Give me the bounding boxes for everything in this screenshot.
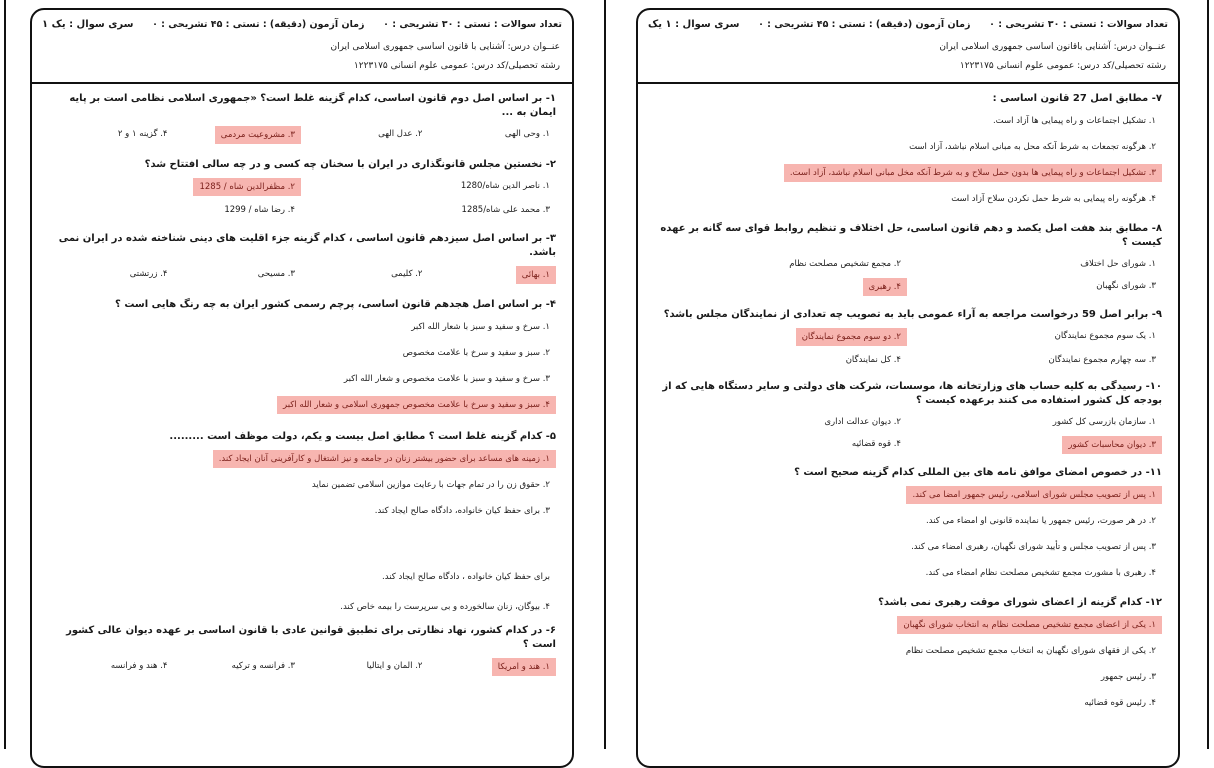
- option-cell: [907, 352, 1162, 368]
- question-count: تعداد سوالات : تستی : ۳۰ تشریحی : ۰: [989, 18, 1168, 30]
- series-label: سری سوال : ۱ یک: [648, 18, 740, 30]
- option-cell: [174, 658, 302, 676]
- answer-option-highlighted[interactable]: ۱. یکی از اعضای مجمع تشخیص مصلحت نظام به انتخاب شورای نگهبان: [897, 616, 1162, 634]
- answer-option[interactable]: ۲. هرگونه تجمعات به شرط آنکه محل به مبانی اسلام نباشد، آزاد است: [909, 142, 1156, 152]
- question-item: [46, 158, 556, 224]
- question-item: [652, 92, 1162, 216]
- page-divider-left: [4, 0, 6, 749]
- question-text: ۱۲- کدام گزینه از اعضای شورای موقت رهبری نمی باشد؟: [878, 597, 1162, 608]
- option-cell: [46, 202, 301, 218]
- option-cell: [46, 266, 174, 284]
- questions-list: [32, 84, 572, 682]
- option-cell: [429, 266, 557, 284]
- option-cell: [301, 126, 429, 144]
- answer-option[interactable]: ۱. سرخ و سفید و سبز با شعار الله اکبر: [411, 322, 550, 332]
- answer-option[interactable]: ۲. المان و ایتالیا: [366, 661, 423, 671]
- option-cell: [301, 202, 556, 218]
- answer-option[interactable]: ۲. یکی از فقهای شورای نگهبان به انتخاب مجمع تشخیص مصلحت نظام: [905, 646, 1156, 656]
- answer-option[interactable]: ۳. مسیحی: [257, 269, 295, 279]
- question-text: ۵- کدام گزینه غلط است ؟ مطابق اصل بیست و یکم، دولت موظف است .........: [169, 431, 556, 442]
- option-cell: [652, 256, 907, 272]
- field-code: رشته تحصیلی/کد درس: عمومی علوم انسانی ۱۲۲۳۱۷۵: [959, 61, 1166, 71]
- question-item: [652, 308, 1162, 374]
- question-item: [46, 232, 556, 290]
- option-cell: [429, 658, 557, 676]
- course-title: عنــوان درس: آشنایی با قانون اساسی جمهوری اسلامی ایران: [330, 42, 560, 52]
- option-cell: [174, 126, 302, 144]
- page-divider-center: [604, 0, 606, 749]
- answer-option[interactable]: ۳. برای حفظ کیان خانواده، دادگاه صالح ایجاد کند.: [374, 506, 550, 516]
- option-cell: [46, 178, 301, 196]
- answer-option[interactable]: ۱. سازمان بازرسی کل کشور: [1052, 417, 1156, 427]
- option-cell: [301, 658, 429, 676]
- question-text: ۴- بر اساس اصل هجدهم قانون اساسی، پرچم رسمی کشور ایران به چه رنگ هایی است ؟: [115, 299, 556, 310]
- answer-option[interactable]: ۱. ناصر الدین شاه/1280: [460, 181, 550, 191]
- answer-option[interactable]: ۱. وحی الهی: [504, 129, 550, 139]
- option-cell: [429, 126, 557, 144]
- answer-options: [46, 126, 556, 150]
- question-text: ۷- مطابق اصل 27 قانون اساسی :: [992, 93, 1162, 104]
- exam-time: زمان آزمون (دقیقه) : تستی : ۴۵ تشریحی : ۰: [152, 18, 365, 30]
- question-text: ۱۰- رسیدگی به کلیه حساب های وزارتخانه ها، موسسات، شرکت های دولتی و سایر دستگاه هایی که از بودجه کل کشور استفاده می کنند برعهده کیست ؟: [662, 381, 1162, 406]
- option-cell: [652, 328, 907, 346]
- answer-option-highlighted[interactable]: ۳. دیوان محاسبات کشور: [1062, 436, 1162, 454]
- option-cell: [907, 256, 1162, 272]
- option-cell: [301, 266, 429, 284]
- extra-line: ۴. بیوگان، زنان سالخورده و بی سرپرست را بیمه خاص کند.: [340, 602, 550, 612]
- answer-options: [652, 414, 1162, 460]
- answer-option-highlighted[interactable]: ۳. مشروعیت مردمی: [215, 126, 301, 144]
- question-count: تعداد سوالات : تستی : ۳۰ تشریحی : ۰: [383, 18, 562, 30]
- question-item: [46, 430, 556, 616]
- exam-time: زمان آزمون (دقیقه) : تستی : ۴۵ تشریحی : ۰: [758, 18, 971, 30]
- answer-option[interactable]: ۱. تشکیل اجتماعات و راه پیمایی ها آزاد است.: [992, 116, 1156, 126]
- option-cell: [301, 178, 556, 196]
- question-text: ۶- در کدام کشور، نهاد نظارتی برای تطبیق قوانین عادی با قانون اساسی بر عهده دیوان عالی کشور است ؟: [66, 625, 556, 650]
- answer-options: [652, 112, 1162, 216]
- extra-line: برای حفظ کیان خانواده ، دادگاه صالح ایجاد کند.: [382, 572, 550, 582]
- question-item: [652, 222, 1162, 302]
- question-item: [46, 624, 556, 682]
- answer-options: [46, 178, 556, 224]
- answer-option[interactable]: ۳. محمد علی شاه/1285: [461, 205, 550, 215]
- option-cell: [174, 266, 302, 284]
- field-code: رشته تحصیلی/کد درس: عمومی علوم انسانی ۱۲۲۳۱۷۵: [353, 61, 560, 71]
- answer-option[interactable]: ۳. رئیس جمهور: [1100, 672, 1156, 682]
- answer-options: [652, 328, 1162, 374]
- question-text: ۱- بر اساس اصل دوم قانون اساسی، کدام گزینه غلط است؟ «جمهوری اسلامی نظامی است بر پایه ایمان به ...: [69, 93, 556, 118]
- answer-option[interactable]: ۳. سه چهارم مجموع نمایندگان: [1048, 355, 1156, 365]
- exam-header: [638, 10, 1178, 84]
- questions-list: [638, 84, 1178, 720]
- answer-option-highlighted[interactable]: ۱. بهائی: [516, 266, 556, 284]
- option-cell: [907, 328, 1162, 346]
- answer-option[interactable]: ۴. رهبری با مشورت مجمع تشخیص مصلحت نظام امضاء می کند.: [925, 568, 1156, 578]
- answer-option-highlighted[interactable]: ۴. سبز و سفید و سرخ با علامت مخصوص جمهوری اسلامی و شعار الله اکبر: [277, 396, 556, 414]
- option-cell: [907, 278, 1162, 296]
- option-cell: [46, 658, 174, 676]
- answer-option[interactable]: ۴. رضا شاه / 1299: [224, 205, 295, 215]
- question-text: ۳- بر اساس اصل سیزدهم قانون اساسی ، کدام گزینه جزء اقلیت های دینی شناخته شده در ایران نمی باشد.: [58, 233, 556, 258]
- answer-option-highlighted[interactable]: ۳. تشکیل اجتماعات و راه پیمایی ها بدون حمل سلاح و به شرط آنکه مخل مبانی اسلام نباشد، آزاد است.: [784, 164, 1162, 182]
- option-cell: [652, 414, 907, 430]
- option-cell: [907, 414, 1162, 430]
- answer-options: [652, 616, 1162, 720]
- answer-option[interactable]: ۴. هرگونه راه پیمایی به شرط حمل نکردن سلاح آزاد است: [951, 194, 1156, 204]
- answer-option[interactable]: ۳. شورای نگهبان: [1096, 281, 1156, 291]
- answer-options: [652, 486, 1162, 590]
- answer-option-highlighted[interactable]: ۲. مظفرالدین شاه / 1285: [193, 178, 301, 196]
- page-divider-right: [1207, 0, 1209, 749]
- exam-page-right: [636, 8, 1180, 768]
- option-cell: [652, 278, 907, 296]
- answer-options: [46, 450, 556, 528]
- option-cell: [652, 352, 907, 368]
- answer-option[interactable]: ۳. پس از تصویب مجلس و تأیید شورای نگهبان، رهبری امضاء می کند.: [911, 542, 1156, 552]
- answer-option[interactable]: ۳. فرانسه و ترکیه: [231, 661, 295, 671]
- answer-option[interactable]: ۲. در هر صورت، رئیس جمهور یا نماینده قانونی او امضاء می کند.: [926, 516, 1156, 526]
- question-text: ۸- مطابق بند هفت اصل یکصد و دهم قانون اساسی، حل اختلاف و تنظیم روابط قوای سه گانه بر عهده کیست ؟: [660, 223, 1162, 248]
- answer-option[interactable]: ۲. سبز و سفید و سرخ با علامت مخصوص: [402, 348, 550, 358]
- question-item: [652, 596, 1162, 720]
- answer-option[interactable]: ۳. سرخ و سفید و سبز با علامت مخصوص و شعار الله اکبر: [343, 374, 550, 384]
- answer-option[interactable]: ۱. شورای حل اختلاف: [1080, 259, 1156, 269]
- answer-options: [46, 318, 556, 422]
- course-title: عنــوان درس: آشنایی باقانون اساسی جمهوری اسلامی ایران: [939, 42, 1166, 52]
- option-cell: [907, 436, 1162, 454]
- answer-option-highlighted[interactable]: ۲. دو سوم مجموع نمایندگان: [796, 328, 907, 346]
- answer-options: [46, 266, 556, 290]
- answer-option[interactable]: ۴. قوه قضائیه: [851, 439, 901, 449]
- question-item: [46, 92, 556, 150]
- answer-option[interactable]: ۴. کل نمایندگان: [845, 355, 901, 365]
- answer-option[interactable]: ۴. گزینه ۱ و ۲: [117, 129, 168, 139]
- answer-option[interactable]: ۴. هند و فرانسه: [110, 661, 168, 671]
- answer-option[interactable]: ۲. حقوق زن را در تمام جهات با رعایت موازین اسلامی تضمین نماید: [311, 480, 550, 490]
- answer-options: [652, 256, 1162, 302]
- option-cell: [652, 436, 907, 454]
- answer-option-highlighted[interactable]: ۱. پس از تصویب مجلس شورای اسلامی، رئیس جمهور امضا می کند.: [906, 486, 1162, 504]
- answer-option[interactable]: ۲. عدل الهی: [378, 129, 423, 139]
- option-cell: [46, 126, 174, 144]
- answer-option-highlighted[interactable]: ۱. هند و امریکا: [492, 658, 556, 676]
- answer-option[interactable]: ۲. مجمع تشخیص مصلحت نظام: [789, 259, 901, 269]
- answer-option[interactable]: ۱. یک سوم مجموع نمایندگان: [1054, 331, 1156, 341]
- exam-header: [32, 10, 572, 84]
- question-item: [46, 298, 556, 422]
- series-label: سری سوال : یک ۱: [42, 18, 134, 30]
- answer-option[interactable]: ۴. رئیس قوه قضائیه: [1084, 698, 1156, 708]
- exam-page-left: [30, 8, 574, 768]
- question-item: [652, 380, 1162, 460]
- answer-option[interactable]: ۴. زرتشتی: [129, 269, 168, 279]
- question-item: [652, 466, 1162, 590]
- answer-option-highlighted[interactable]: ۴. رهبری: [863, 278, 907, 296]
- answer-option-highlighted[interactable]: ۱. زمینه های مساعد برای حضور بیشتر زنان در جامعه و نیز اشتغال و کارآفرینی آنان ایجاد کند.: [213, 450, 556, 468]
- answer-option[interactable]: ۲. دیوان عدالت اداری: [824, 417, 901, 427]
- answer-options: [46, 658, 556, 682]
- question-text: ۲- نخستین مجلس قانونگذاری در ایران با سخنان چه کسی و در چه سالی افتتاح شد؟: [144, 159, 556, 170]
- answer-option[interactable]: ۲. کلیمی: [391, 269, 423, 279]
- question-text: ۱۱- در خصوص امضای موافق نامه های بین المللی کدام گزینه صحیح است ؟: [794, 467, 1162, 478]
- question-text: ۹- برابر اصل 59 درخواست مراجعه به آراء عمومی باید به تصویب چه تعدادی از نمایندگان مجلس باشد؟: [663, 309, 1162, 320]
